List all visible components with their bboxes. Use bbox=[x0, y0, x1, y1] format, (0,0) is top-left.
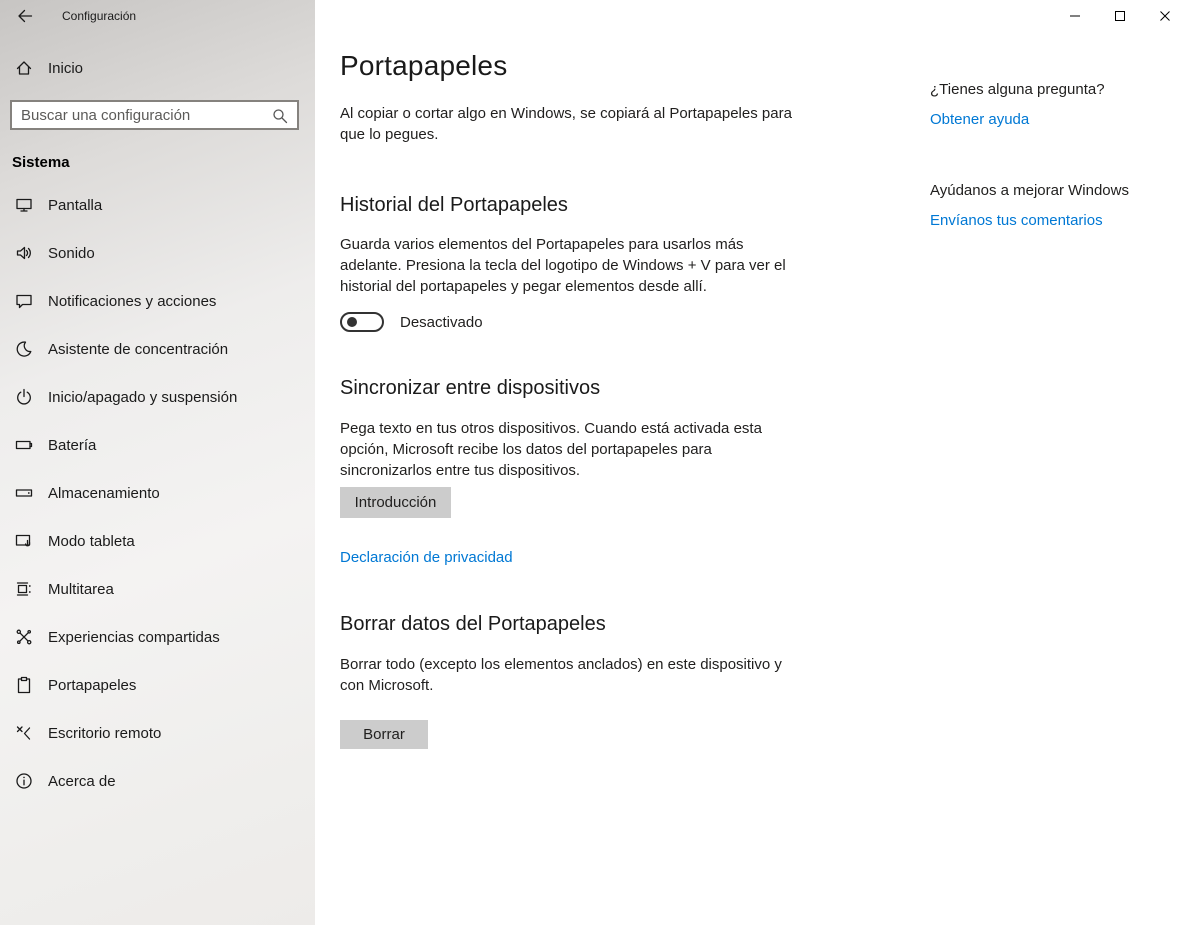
titlebar-left bbox=[0, 0, 315, 32]
sidebar-item-label: Acerca de bbox=[48, 772, 116, 790]
sync-description: Pega texto en tus otros dispositivos. Cuando está activada esta opción, Microsoft recibe los datos del portapapeles para sincronizarlos entre tus dispositivos. bbox=[340, 420, 762, 479]
sidebar-item-sonido[interactable] bbox=[0, 229, 315, 277]
history-section-heading: Historial del Portapapeles bbox=[340, 194, 568, 216]
display-icon bbox=[14, 195, 34, 215]
minimize-icon bbox=[1069, 10, 1081, 22]
sidebar-item-label: Almacenamiento bbox=[48, 484, 160, 502]
sidebar-item-modo-tableta[interactable] bbox=[0, 517, 315, 565]
toggle-state-label: Desactivado bbox=[400, 313, 483, 331]
sidebar-item-experiencias[interactable] bbox=[0, 613, 315, 661]
help-aside bbox=[930, 32, 1129, 749]
back-button[interactable] bbox=[13, 4, 37, 28]
sidebar-item-label: Batería bbox=[48, 436, 97, 454]
sidebar-item-label: Pantalla bbox=[48, 196, 103, 214]
home-label: Inicio bbox=[48, 59, 84, 77]
sidebar-item-label: Experiencias compartidas bbox=[48, 628, 220, 646]
clear-button[interactable]: Borrar bbox=[340, 720, 428, 749]
question-heading: ¿Tienes alguna pregunta? bbox=[930, 81, 1105, 98]
storage-icon bbox=[14, 483, 34, 503]
history-toggle[interactable] bbox=[340, 312, 384, 332]
sidebar-item-escritorio-remoto[interactable] bbox=[0, 709, 315, 757]
sidebar-item-label: Escritorio remoto bbox=[48, 724, 162, 742]
power-icon bbox=[14, 387, 34, 407]
sidebar-section-header: Sistema bbox=[12, 154, 70, 171]
improve-heading: Ayúdanos a mejorar Windows bbox=[930, 182, 1129, 199]
maximize-button[interactable] bbox=[1097, 0, 1142, 32]
sidebar-item-portapapeles[interactable] bbox=[0, 661, 315, 709]
close-button[interactable] bbox=[1142, 0, 1187, 32]
window-caption-buttons bbox=[1052, 0, 1187, 32]
get-started-button[interactable]: Introducción bbox=[340, 487, 451, 518]
sidebar-item-multitarea[interactable] bbox=[0, 565, 315, 613]
sidebar-item-label: Modo tableta bbox=[48, 532, 135, 550]
page-intro: Al copiar o cortar algo en Windows, se copiará al Portapapeles para que lo pegues. bbox=[340, 105, 792, 143]
sidebar-item-bateria[interactable] bbox=[0, 421, 315, 469]
toggle-knob bbox=[347, 317, 357, 327]
get-help-link[interactable]: Obtener ayuda bbox=[930, 111, 1030, 128]
page-title: Portapapeles bbox=[340, 50, 508, 81]
sidebar-item-acerca-de[interactable] bbox=[0, 757, 315, 805]
sidebar-nav bbox=[0, 181, 315, 805]
minimize-button[interactable] bbox=[1052, 0, 1097, 32]
remote-desktop-icon bbox=[14, 723, 34, 743]
sidebar-item-label: Sonido bbox=[48, 244, 95, 262]
settings-search-box bbox=[10, 100, 299, 130]
privacy-statement-link[interactable]: Declaración de privacidad bbox=[340, 549, 513, 566]
close-icon bbox=[1159, 10, 1171, 22]
main-content bbox=[315, 0, 1187, 925]
sidebar-item-notificaciones[interactable] bbox=[0, 277, 315, 325]
history-toggle-row bbox=[340, 312, 800, 332]
clear-section-heading: Borrar datos del Portapapeles bbox=[340, 613, 606, 635]
sync-section-heading: Sincronizar entre dispositivos bbox=[340, 377, 601, 399]
home-icon bbox=[14, 58, 34, 78]
window-title: Configuración bbox=[62, 9, 137, 23]
clipboard-icon bbox=[14, 675, 34, 695]
sidebar bbox=[0, 0, 315, 925]
sidebar-item-label: Notificaciones y acciones bbox=[48, 292, 217, 310]
search-icon[interactable] bbox=[270, 106, 290, 126]
sidebar-item-label: Inicio/apagado y suspensión bbox=[48, 388, 238, 406]
clear-description: Borrar todo (excepto los elementos anclados) en este dispositivo y con Microsoft. bbox=[340, 656, 782, 694]
notifications-icon bbox=[14, 291, 34, 311]
sidebar-item-home[interactable] bbox=[0, 55, 315, 81]
sidebar-item-pantalla[interactable] bbox=[0, 181, 315, 229]
search-input[interactable] bbox=[12, 102, 297, 128]
focus-assist-icon bbox=[14, 339, 34, 359]
battery-icon bbox=[14, 435, 34, 455]
back-arrow-icon bbox=[15, 6, 35, 26]
sidebar-item-label: Asistente de concentración bbox=[48, 340, 229, 358]
tablet-mode-icon bbox=[14, 531, 34, 551]
sound-icon bbox=[14, 243, 34, 263]
maximize-icon bbox=[1114, 10, 1126, 22]
sidebar-item-asistente[interactable] bbox=[0, 325, 315, 373]
history-description: Guarda varios elementos del Portapapeles para usarlos más adelante. Presiona la tecla del logotipo de Windows + V para ver el historial del portapapeles y pegar elementos desde allí. bbox=[340, 236, 786, 295]
shared-experiences-icon bbox=[14, 627, 34, 647]
feedback-link[interactable]: Envíanos tus comentarios bbox=[930, 212, 1103, 229]
multitasking-icon bbox=[14, 579, 34, 599]
sidebar-item-label: Multitarea bbox=[48, 580, 114, 598]
sidebar-item-inicio-apagado[interactable] bbox=[0, 373, 315, 421]
about-icon bbox=[14, 771, 34, 791]
sidebar-item-label: Portapapeles bbox=[48, 676, 137, 694]
sidebar-item-almacenamiento[interactable] bbox=[0, 469, 315, 517]
